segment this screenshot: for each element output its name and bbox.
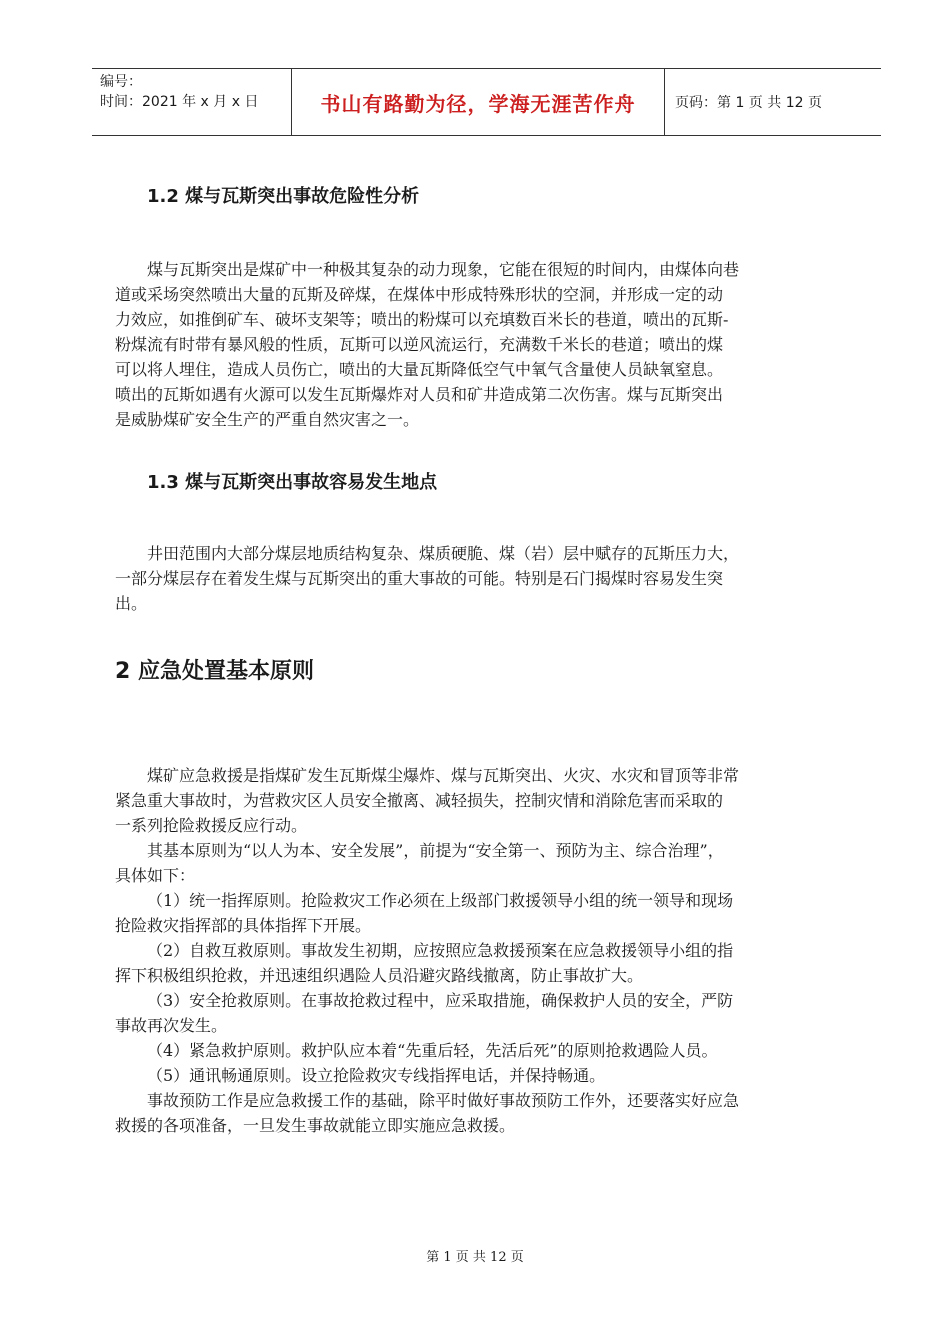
number-label: 编号： xyxy=(100,74,142,90)
paragraph-line: 是威胁煤矿安全生产的严重自然灾害之一。 xyxy=(115,410,420,429)
header-meta xyxy=(92,69,292,135)
header-page-label: 页码：第 1 页 共 12 页 xyxy=(675,95,822,111)
principle-item: （3）安全抢救原则。在事故抢救过程中，应采取措施，确保救护人员的安全，严防 xyxy=(147,991,734,1010)
paragraph-line: 紧急重大事故时，为营救灾区人员安全撤离、减轻损失，控制灾情和消除危害而采取的 xyxy=(115,791,724,810)
paragraph-line: 具体如下： xyxy=(115,866,196,885)
paragraph-line: 井田范围内大部分煤层地质结构复杂、煤质硬脆、煤（岩）层中赋存的瓦斯压力大， xyxy=(147,544,740,563)
time-label: 时间：2021 年 x 月 x 日 xyxy=(100,94,259,110)
paragraph-line: 事故再次发生。 xyxy=(115,1016,228,1035)
header-motto: 书山有路勤为径，学海无涯苦作舟 xyxy=(292,69,665,135)
paragraph-line: 一系列抢险救援反应行动。 xyxy=(115,816,308,835)
principle-item: （4）紧急救护原则。救护队应本着“先重后轻，先活后死”的原则抢救遇险人员。 xyxy=(147,1041,718,1060)
paragraph-line: 煤与瓦斯突出是煤矿中一种极其复杂的动力现象，它能在很短的时间内，由煤体向巷 xyxy=(147,260,740,279)
paragraph-line: 抢险救灾指挥部的具体指挥下开展。 xyxy=(115,916,372,935)
paragraph-line: 道或采场突然喷出大量的瓦斯及碎煤，在煤体中形成特殊形状的空洞，并形成一定的动 xyxy=(115,285,724,304)
paragraph-line: 其基本原则为“以人为本、安全发展”，前提为“安全第一、预防为主、综合治理”， xyxy=(147,841,724,860)
paragraph-line: 挥下积极组织抢救，并迅速组织遇险人员沿避灾路线撤离，防止事故扩大。 xyxy=(115,966,644,985)
paragraph-line: 事故预防工作是应急救援工作的基础，除平时做好事故预防工作外，还要落实好应急 xyxy=(147,1091,740,1110)
page-header xyxy=(92,68,881,136)
principle-item: （5）通讯畅通原则。设立抢险救灾专线指挥电话，并保持畅通。 xyxy=(147,1066,606,1085)
paragraph-line: 力效应，如推倒矿车、破坏支架等；喷出的粉煤可以充填数百米长的巷道，喷出的瓦斯- xyxy=(115,310,729,329)
paragraph-line: 救援的各项准备，一旦发生事故就能立即实施应急救援。 xyxy=(115,1116,516,1135)
paragraph-line: 一部分煤层存在着发生煤与瓦斯突出的重大事故的可能。特别是石门揭煤时容易发生突 xyxy=(115,569,724,588)
paragraph-line: 可以将人埋住，造成人员伤亡，喷出的大量瓦斯降低空气中氧气含量使人员缺氧窒息。 xyxy=(115,360,724,379)
paragraph-line: 粉煤流有时带有暴风般的性质，瓦斯可以逆风流运行，充满数千米长的巷道；喷出的煤 xyxy=(115,335,724,354)
section-1-3-title: 1.3 煤与瓦斯突出事故容易发生地点 xyxy=(147,472,438,493)
section-2-title: 2 应急处置基本原则 xyxy=(115,659,314,684)
paragraph-line: 出。 xyxy=(115,594,148,613)
paragraph-line: 煤矿应急救援是指煤矿发生瓦斯煤尘爆炸、煤与瓦斯突出、火灾、水灾和冒顶等非常 xyxy=(147,766,740,785)
principle-item: （1）统一指挥原则。抢险救灾工作必须在上级部门救援领导小组的统一领导和现场 xyxy=(147,891,734,910)
paragraph-line: 喷出的瓦斯如遇有火源可以发生瓦斯爆炸对人员和矿井造成第二次伤害。煤与瓦斯突出 xyxy=(115,385,724,404)
principle-item: （2）自救互救原则。事故发生初期，应按照应急救援预案在应急救援领导小组的指 xyxy=(147,941,734,960)
section-1-2-title: 1.2 煤与瓦斯突出事故危险性分析 xyxy=(147,186,420,207)
page-footer: 第 1 页 共 12 页 xyxy=(426,1250,524,1265)
